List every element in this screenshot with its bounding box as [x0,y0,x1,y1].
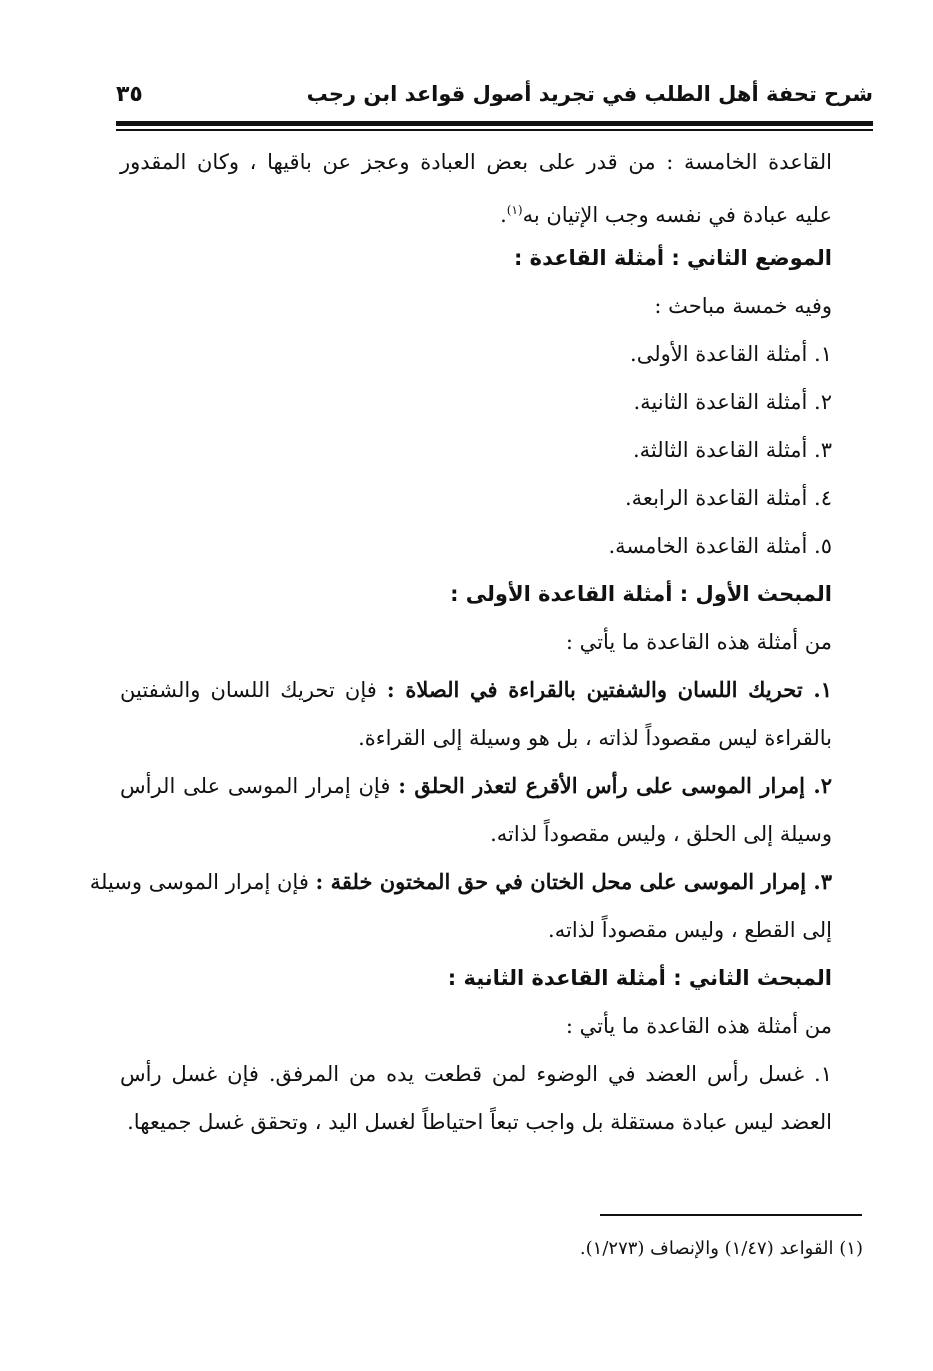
sentence-end: . [500,203,507,227]
footnote: (١) القواعد (١/٤٧) والإنصاف (١/٢٧٣). [579,1238,863,1259]
page-number: ٣٥ [116,82,143,107]
intro-text: من أمثلة هذه القاعدة ما يأتي : [565,1014,832,1038]
running-header [116,82,873,114]
intro-text: من أمثلة هذه القاعدة ما يأتي : [565,630,832,654]
example-text: فإن إمرار الموسى وسيلة [89,870,316,894]
header-rule-thin [116,129,873,131]
list-item: ١. أمثلة القاعدة الأولى. [630,342,832,366]
example-line: العضد ليس عبادة مستقلة بل واجب تبعاً احتياطاً لغسل اليد ، وتحقق غسل جميعها. [127,1110,832,1134]
example-text: فإن إمرار الموسى على الرأس [120,774,399,798]
intro-text: وفيه خمسة مباحث : [654,294,832,318]
example-line: ١. غسل رأس العضد في الوضوء لمن قطعت يده من المرفق. فإن غسل رأس [120,1062,832,1086]
example-title: ٣. إمرار الموسى على محل الختان في حق المختون خلقة : [315,869,832,894]
section-heading: الموضع الثاني : أمثلة القاعدة : [513,246,832,270]
book-title: شرح تحفة أهل الطلب في تجريد أصول قواعد ابن رجب [306,82,873,106]
paragraph-line [120,138,832,186]
example-line [120,666,832,714]
example-line: وسيلة إلى الحلق ، وليس مقصوداً لذاته. [490,822,832,846]
example-title: ٢. إمرار الموسى على رأس الأقرع لتعذر الحلق : [398,773,832,798]
rule-five-text-cont: عليه عبادة في نفسه وجب الإتيان به [522,203,832,227]
list-item: ٤. أمثلة القاعدة الرابعة. [625,486,832,510]
list-item: ٢. أمثلة القاعدة الثانية. [633,390,832,414]
list-item: ٥. أمثلة القاعدة الخامسة. [608,534,832,558]
paragraph-line [120,186,832,234]
list-item: ٣. أمثلة القاعدة الثالثة. [632,438,832,462]
example-text: فإن تحريك اللسان والشفتين [120,678,387,702]
example-line [120,762,832,810]
example-line: إلى القطع ، وليس مقصوداً لذاته. [548,918,832,942]
footnote-rule [600,1214,862,1216]
subsection-heading: المبحث الأول : أمثلة القاعدة الأولى : [450,582,832,606]
header-rule-thick [116,121,873,126]
example-title: ١. تحريك اللسان والشفتين بالقراءة في الصلاة : [386,677,832,702]
subsection-heading: المبحث الثاني : أمثلة القاعدة الثانية : [447,966,832,990]
main-text [89,138,832,1146]
footnote-marker[interactable]: (١) [506,203,523,217]
example-line [89,858,832,906]
example-line: بالقراءة ليس مقصوداً لذاته ، بل هو وسيلة إلى القراءة. [358,726,832,750]
rule-five-text: القاعدة الخامسة : من قدر على بعض العبادة وعجز عن باقيها ، وكان المقدور [120,150,832,174]
